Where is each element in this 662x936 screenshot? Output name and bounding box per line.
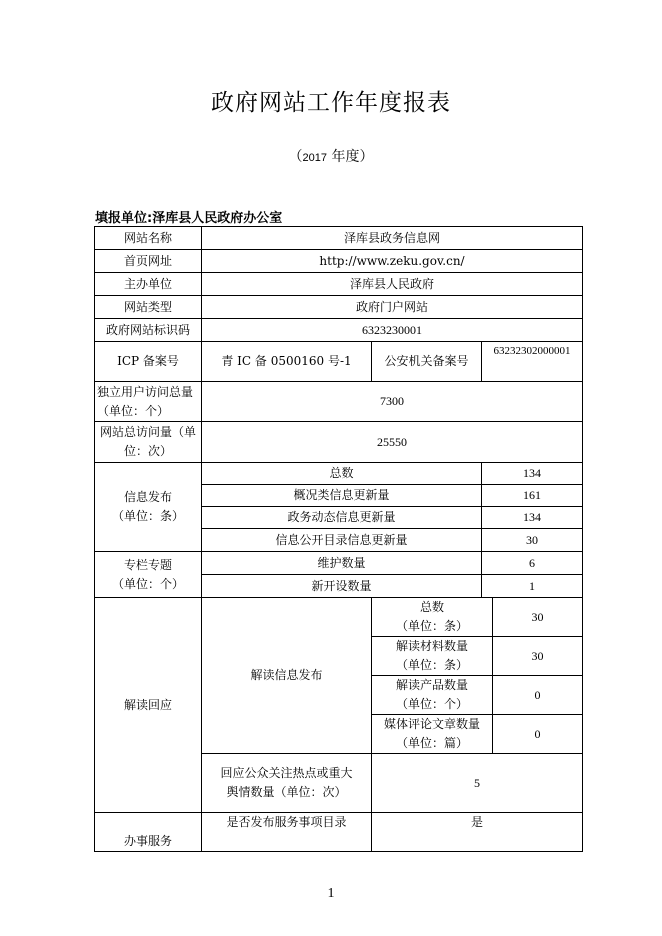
table-row <box>95 296 583 319</box>
columns-title: 专栏专题 <box>123 557 172 572</box>
service-label: 办事服务 <box>95 813 202 852</box>
info-total-value: 134 <box>482 463 583 485</box>
total-visits-label: 网站总访问量（单位：次） <box>95 422 202 463</box>
interpret-total-value: 30 <box>493 598 583 637</box>
media-article-title: 媒体评论文章数量 <box>383 717 480 731</box>
info-publish-unit: （单位：条） <box>111 509 184 523</box>
icp-label: ICP 备案号 <box>95 342 202 382</box>
response-label: 回应公众关注热点或重大舆情数量（单位：次） <box>202 754 372 813</box>
table-row <box>95 342 583 382</box>
table-row <box>95 250 583 273</box>
page-title: 政府网站工作年度报表 <box>211 90 451 116</box>
page-number: 1 <box>327 886 335 901</box>
table-row <box>95 422 583 463</box>
interpret-material-title: 解读材料数量 <box>395 639 468 653</box>
columns-maintained-value: 6 <box>482 552 583 575</box>
media-article-label <box>372 715 493 754</box>
media-article-unit: （单位：篇） <box>395 736 468 750</box>
table-row <box>95 319 583 342</box>
table-row <box>95 382 583 422</box>
sponsor-label: 主办单位 <box>95 273 202 296</box>
unique-visitors-label: 独立用户访问总量（单位：个） <box>95 382 202 422</box>
reporting-unit: 填报单位:泽库县人民政府办公室 <box>95 211 283 226</box>
total-visits-value: 25550 <box>202 422 583 463</box>
table-row <box>95 227 583 250</box>
table-row <box>95 552 583 575</box>
interpret-product-title: 解读产品数量 <box>395 678 468 692</box>
site-id-label: 政府网站标识码 <box>95 319 202 342</box>
site-type-label: 网站类型 <box>95 296 202 319</box>
service-catalog-value: 是 <box>372 813 583 852</box>
table-row <box>95 463 583 485</box>
interpret-material-unit: （单位：条） <box>395 658 468 672</box>
site-type-value: 政府门户网站 <box>202 296 583 319</box>
columns-maintained-label: 维护数量 <box>202 552 482 575</box>
disclosure-update-label: 信息公开目录信息更新量 <box>202 529 482 552</box>
police-record-value: 63232302000001 <box>482 342 583 382</box>
interpret-material-label <box>372 637 493 676</box>
site-name-label: 网站名称 <box>95 227 202 250</box>
interpret-total-title: 总数 <box>419 600 444 614</box>
columns-new-label: 新开设数量 <box>202 575 482 598</box>
interpret-material-value: 30 <box>493 637 583 676</box>
table-row <box>95 273 583 296</box>
columns-unit: （单位：个） <box>111 576 184 591</box>
columns-label <box>95 552 202 598</box>
site-name-value: 泽库县政务信息网 <box>202 227 583 250</box>
homepage-value: http://www.zeku.gov.cn/ <box>202 250 583 273</box>
annual-report-table <box>94 226 583 852</box>
subtitle-open: （ <box>288 149 303 165</box>
info-publish-label <box>95 463 202 552</box>
interpret-total-unit: （单位：条） <box>395 619 468 633</box>
icp-value: 青 IC 备 0500160 号-1 <box>202 342 372 382</box>
info-publish-title: 信息发布 <box>123 490 172 504</box>
interpret-publish-label: 解读信息发布 <box>202 598 372 754</box>
subtitle-label: 年度） <box>327 149 374 165</box>
response-value: 5 <box>372 754 583 813</box>
interpret-total-label <box>372 598 493 637</box>
info-total-label: 总数 <box>202 463 482 485</box>
interpret-product-value: 0 <box>493 676 583 715</box>
homepage-label: 首页网址 <box>95 250 202 273</box>
columns-new-value: 1 <box>482 575 583 598</box>
report-year <box>0 146 662 166</box>
media-article-value: 0 <box>493 715 583 754</box>
interpret-product-unit: （单位：个） <box>395 697 468 711</box>
unique-visitors-value: 7300 <box>202 382 583 422</box>
overview-update-value: 161 <box>482 485 583 507</box>
police-record-label: 公安机关备案号 <box>372 342 482 382</box>
table-row <box>95 813 583 852</box>
interpret-label: 解读回应 <box>95 598 202 813</box>
site-id-value: 6323230001 <box>202 319 583 342</box>
year-value: 2017 <box>302 152 328 164</box>
gov-news-update-label: 政务动态信息更新量 <box>202 507 482 529</box>
table-row <box>95 598 583 637</box>
gov-news-update-value: 134 <box>482 507 583 529</box>
overview-update-label: 概况类信息更新量 <box>202 485 482 507</box>
sponsor-value: 泽库县人民政府 <box>202 273 583 296</box>
service-catalog-label: 是否发布服务事项目录 <box>202 813 372 852</box>
disclosure-update-value: 30 <box>482 529 583 552</box>
interpret-product-label <box>372 676 493 715</box>
